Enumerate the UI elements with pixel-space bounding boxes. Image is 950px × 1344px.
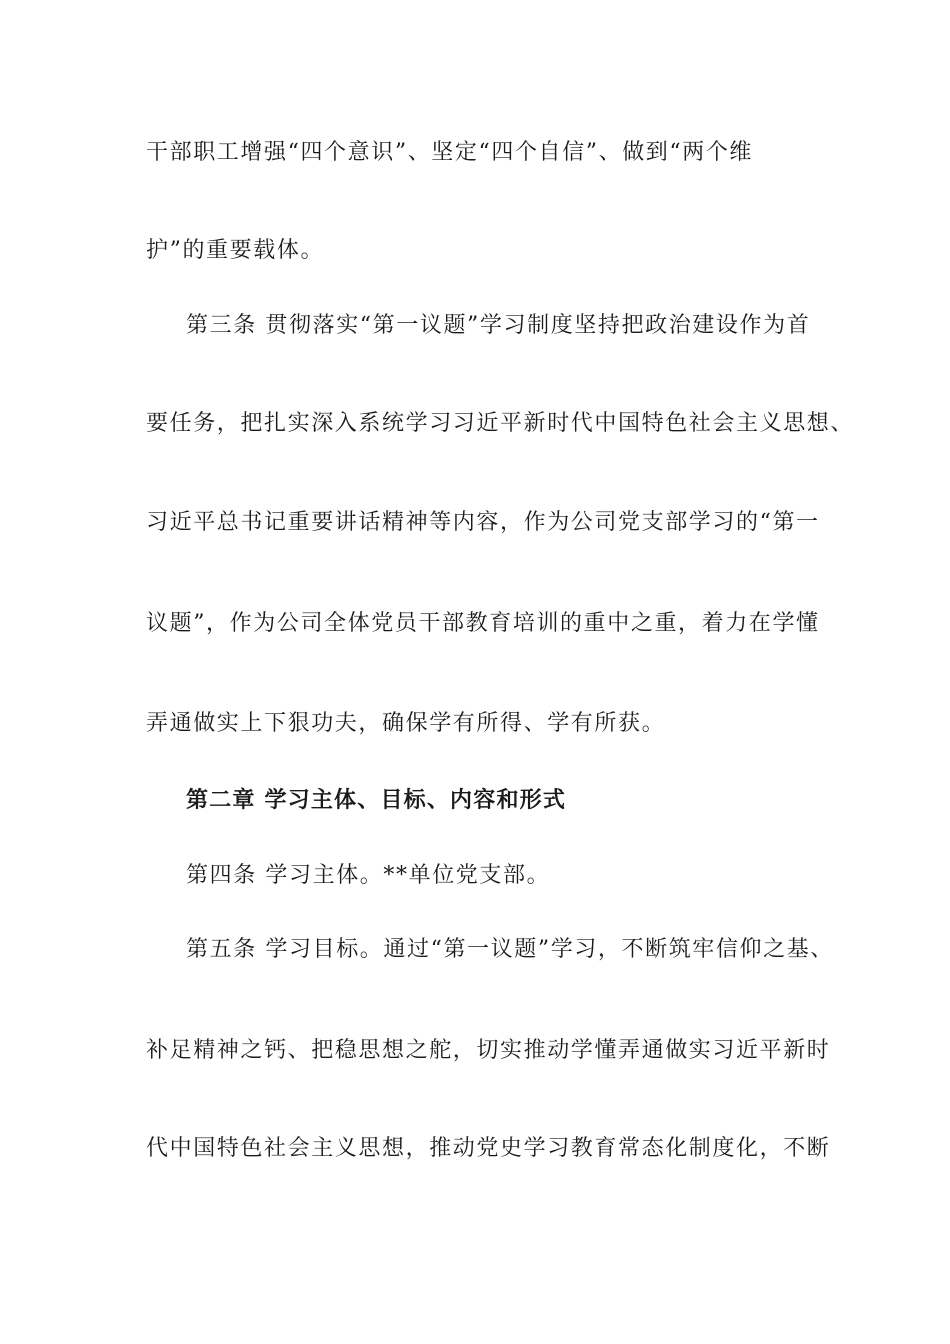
article-3-first-line: 第三条 贯彻落实“第一议题”学习制度坚持把政治建设作为首 bbox=[186, 313, 811, 338]
article-5-first-line: 第五条 学习目标。通过“第一议题”学习，不断筑牢信仰之基、 bbox=[186, 937, 834, 962]
paragraph-line: 弄通做实上下狠功夫，确保学有所得、学有所获。 bbox=[146, 711, 666, 736]
paragraph-line: 议题”，作为公司全体党员干部教育培训的重中之重，着力在学懂 bbox=[146, 611, 820, 636]
paragraph-line: 干部职工增强“四个意识”、坚定“四个自信”、做到“两个维 bbox=[146, 140, 754, 165]
paragraph-line: 护”的重要载体。 bbox=[146, 238, 325, 263]
paragraph-line: 习近平总书记重要讲话精神等内容，作为公司党支部学习的“第一 bbox=[146, 510, 820, 535]
paragraph-line: 代中国特色社会主义思想，推动党史学习教育常态化制度化，不断 bbox=[146, 1136, 831, 1161]
article-4-line: 第四条 学习主体。**单位党支部。 bbox=[186, 863, 551, 888]
paragraph-line: 补足精神之钙、把稳思想之舵，切实推动学懂弄通做实习近平新时 bbox=[146, 1038, 831, 1063]
chapter-2-heading: 第二章 学习主体、目标、内容和形式 bbox=[186, 788, 567, 813]
paragraph-line: 要任务，把扎实深入系统学习习近平新时代中国特色社会主义思想、 bbox=[146, 411, 855, 436]
